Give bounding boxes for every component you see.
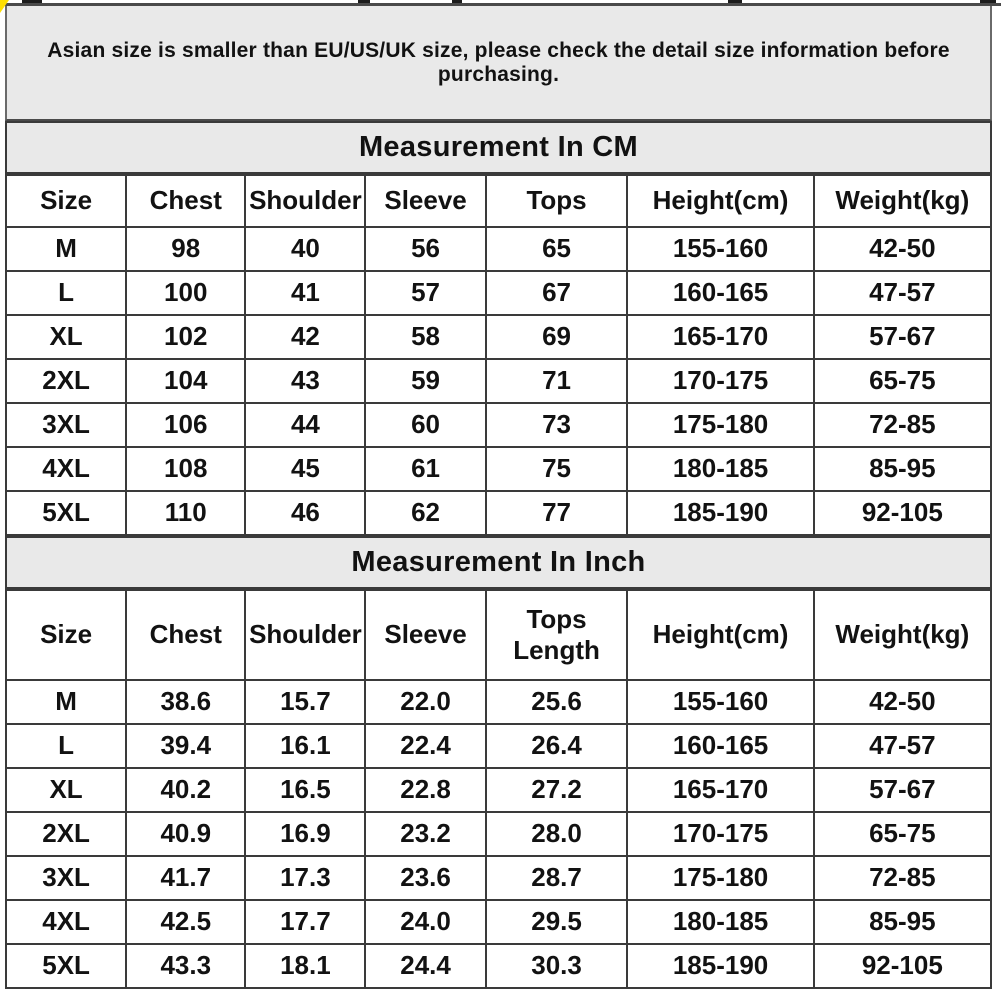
size-notice-banner — [5, 6, 992, 121]
value-cell: 72-85 — [814, 856, 991, 900]
value-cell: 65-75 — [814, 812, 991, 856]
value-cell: 47-57 — [814, 724, 991, 768]
table-row — [6, 768, 991, 812]
value-cell: 46 — [245, 491, 365, 535]
table-row — [6, 900, 991, 944]
size-cell: 5XL — [6, 944, 126, 988]
value-cell: 58 — [365, 315, 485, 359]
value-cell: 65 — [486, 227, 628, 271]
value-cell: 104 — [126, 359, 245, 403]
value-cell: 42 — [245, 315, 365, 359]
value-cell: 61 — [365, 447, 485, 491]
value-cell: 44 — [245, 403, 365, 447]
edge-artifact-mark — [22, 0, 42, 3]
value-cell: 25.6 — [486, 680, 628, 724]
size-cell: XL — [6, 768, 126, 812]
value-cell: 110 — [126, 491, 245, 535]
size-cell: 5XL — [6, 491, 126, 535]
table-row — [6, 227, 991, 271]
table-row — [6, 944, 991, 988]
value-cell: 65-75 — [814, 359, 991, 403]
value-cell: 24.0 — [365, 900, 485, 944]
value-cell: 17.3 — [245, 856, 365, 900]
value-cell: 29.5 — [486, 900, 628, 944]
value-cell: 85-95 — [814, 900, 991, 944]
value-cell: 42.5 — [126, 900, 245, 944]
value-cell: 100 — [126, 271, 245, 315]
table-row — [6, 812, 991, 856]
value-cell: 41 — [245, 271, 365, 315]
edge-artifact-mark — [728, 0, 742, 3]
column-header: Weight(kg) — [814, 590, 991, 680]
value-cell: 69 — [486, 315, 628, 359]
value-cell: 59 — [365, 359, 485, 403]
value-cell: 180-185 — [627, 447, 813, 491]
value-cell: 24.4 — [365, 944, 485, 988]
column-header: Tops Length — [486, 590, 628, 680]
column-header: Shoulder — [245, 590, 365, 680]
value-cell: 40 — [245, 227, 365, 271]
value-cell: 92-105 — [814, 491, 991, 535]
edge-artifact-mark — [980, 0, 996, 3]
value-cell: 30.3 — [486, 944, 628, 988]
value-cell: 56 — [365, 227, 485, 271]
value-cell: 155-160 — [627, 227, 813, 271]
value-cell: 67 — [486, 271, 628, 315]
column-header: Height(cm) — [627, 175, 813, 227]
value-cell: 28.0 — [486, 812, 628, 856]
value-cell: 60 — [365, 403, 485, 447]
value-cell: 42-50 — [814, 227, 991, 271]
value-cell: 92-105 — [814, 944, 991, 988]
value-cell: 160-165 — [627, 724, 813, 768]
value-cell: 41.7 — [126, 856, 245, 900]
size-cell: L — [6, 724, 126, 768]
value-cell: 18.1 — [245, 944, 365, 988]
value-cell: 102 — [126, 315, 245, 359]
value-cell: 16.5 — [245, 768, 365, 812]
value-cell: 160-165 — [627, 271, 813, 315]
value-cell: 170-175 — [627, 359, 813, 403]
table-row — [6, 315, 991, 359]
value-cell: 15.7 — [245, 680, 365, 724]
value-cell: 39.4 — [126, 724, 245, 768]
value-cell: 75 — [486, 447, 628, 491]
value-cell: 185-190 — [627, 944, 813, 988]
value-cell: 40.9 — [126, 812, 245, 856]
column-header: Shoulder — [245, 175, 365, 227]
size-notice-text: Asian size is smaller than EU/US/UK size, please check the detail size information before purchasing. — [47, 38, 950, 86]
size-cell: 4XL — [6, 900, 126, 944]
value-cell: 165-170 — [627, 768, 813, 812]
value-cell: 43.3 — [126, 944, 245, 988]
value-cell: 23.6 — [365, 856, 485, 900]
value-cell: 180-185 — [627, 900, 813, 944]
value-cell: 175-180 — [627, 403, 813, 447]
value-cell: 57-67 — [814, 768, 991, 812]
value-cell: 17.7 — [245, 900, 365, 944]
value-cell: 57-67 — [814, 315, 991, 359]
value-cell: 85-95 — [814, 447, 991, 491]
value-cell: 71 — [486, 359, 628, 403]
edge-artifact-mark — [452, 0, 462, 3]
size-cell: L — [6, 271, 126, 315]
value-cell: 73 — [486, 403, 628, 447]
measurement-cm-table — [5, 174, 992, 536]
size-cell: M — [6, 680, 126, 724]
column-header: Chest — [126, 590, 245, 680]
value-cell: 175-180 — [627, 856, 813, 900]
size-cell: 3XL — [6, 856, 126, 900]
value-cell: 62 — [365, 491, 485, 535]
cm-table-title: Measurement In CM — [5, 121, 992, 174]
value-cell: 72-85 — [814, 403, 991, 447]
column-header: Height(cm) — [627, 590, 813, 680]
table-row — [6, 403, 991, 447]
size-cell: 3XL — [6, 403, 126, 447]
value-cell: 43 — [245, 359, 365, 403]
column-header: Tops — [486, 175, 628, 227]
edge-artifact-mark — [358, 0, 370, 3]
value-cell: 28.7 — [486, 856, 628, 900]
value-cell: 98 — [126, 227, 245, 271]
value-cell: 38.6 — [126, 680, 245, 724]
size-chart-sheet — [5, 6, 992, 989]
column-header: Sleeve — [365, 590, 485, 680]
yellow-corner-artifact — [0, 0, 9, 13]
inch-table-title: Measurement In Inch — [5, 536, 992, 589]
value-cell: 16.9 — [245, 812, 365, 856]
value-cell: 170-175 — [627, 812, 813, 856]
column-header: Size — [6, 590, 126, 680]
value-cell: 22.4 — [365, 724, 485, 768]
value-cell: 42-50 — [814, 680, 991, 724]
value-cell: 16.1 — [245, 724, 365, 768]
value-cell: 77 — [486, 491, 628, 535]
table-row — [6, 359, 991, 403]
table-row — [6, 724, 991, 768]
value-cell: 47-57 — [814, 271, 991, 315]
table-row — [6, 271, 991, 315]
value-cell: 40.2 — [126, 768, 245, 812]
column-header: Chest — [126, 175, 245, 227]
size-cell: 2XL — [6, 812, 126, 856]
column-header: Size — [6, 175, 126, 227]
size-cell: 4XL — [6, 447, 126, 491]
size-cell: 2XL — [6, 359, 126, 403]
column-header: Sleeve — [365, 175, 485, 227]
value-cell: 108 — [126, 447, 245, 491]
column-header: Weight(kg) — [814, 175, 991, 227]
value-cell: 57 — [365, 271, 485, 315]
measurement-inch-table — [5, 589, 992, 989]
value-cell: 106 — [126, 403, 245, 447]
cm-header-row — [6, 175, 991, 227]
value-cell: 26.4 — [486, 724, 628, 768]
table-row — [6, 856, 991, 900]
table-row — [6, 680, 991, 724]
value-cell: 22.0 — [365, 680, 485, 724]
value-cell: 23.2 — [365, 812, 485, 856]
value-cell: 165-170 — [627, 315, 813, 359]
size-cell: XL — [6, 315, 126, 359]
size-cell: M — [6, 227, 126, 271]
inch-header-row — [6, 590, 991, 680]
value-cell: 27.2 — [486, 768, 628, 812]
table-row — [6, 491, 991, 535]
value-cell: 45 — [245, 447, 365, 491]
value-cell: 22.8 — [365, 768, 485, 812]
value-cell: 185-190 — [627, 491, 813, 535]
value-cell: 155-160 — [627, 680, 813, 724]
table-row — [6, 447, 991, 491]
